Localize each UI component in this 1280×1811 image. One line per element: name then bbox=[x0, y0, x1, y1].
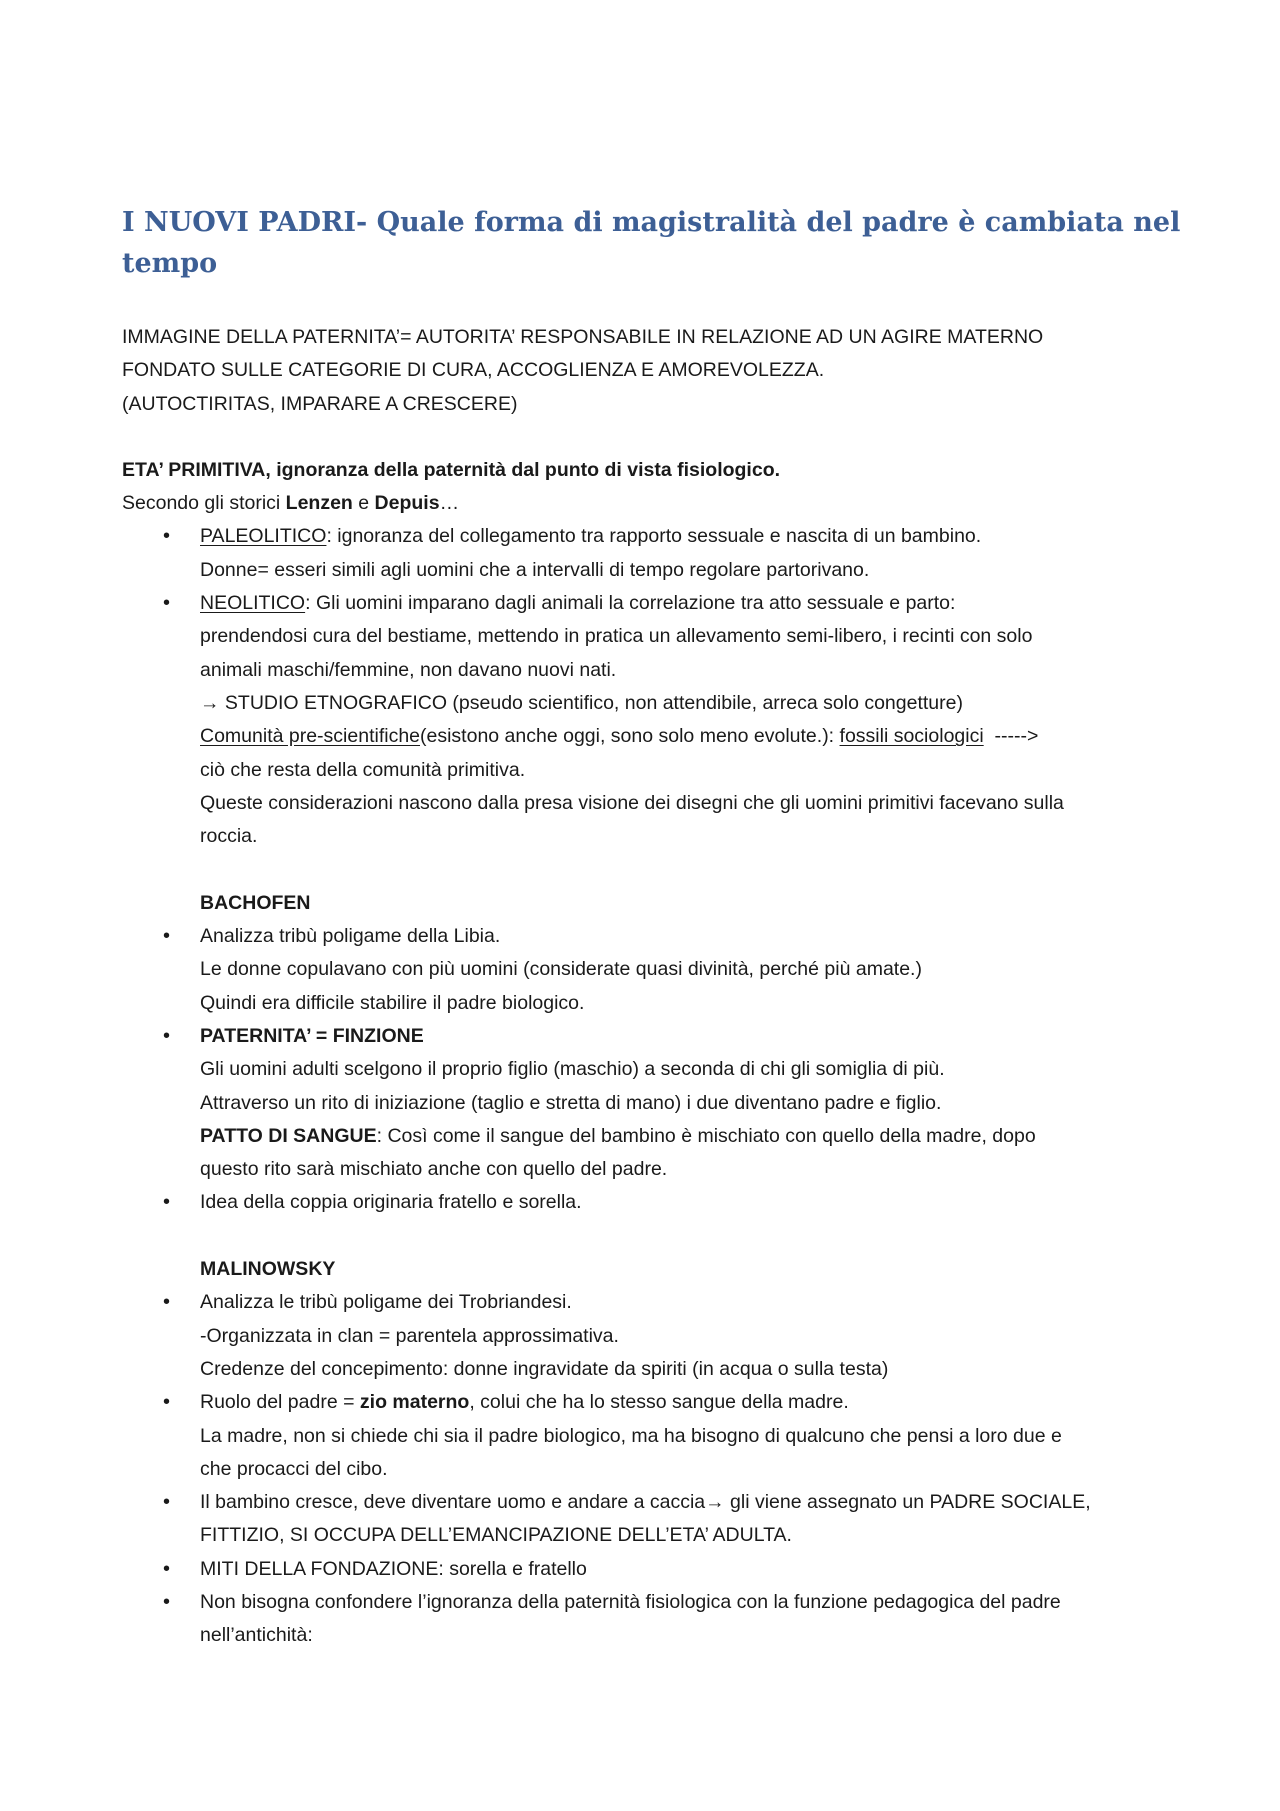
intro-line: FONDATO SULLE CATEGORIE DI CURA, ACCOGLIENZA E AMOREVOLEZZA. bbox=[122, 359, 825, 382]
intro-line: IMMAGINE DELLA PATERNITA’= AUTORITA’ RESPONSABILE IN RELAZIONE AD UN AGIRE MATERNO bbox=[122, 326, 1044, 348]
term-label: zio materno bbox=[359, 1391, 470, 1414]
list-item: • NEOLITICO: Gli uomini imparano dagli animali la correlazione tra atto sessuale e parto: prendendosi cura del bestiame, mettendo in pratica un allevamento semi-libero, i recinti con solo animali maschi/femmine, non davano nuovi nati. → STUDIO ETNOGRAFICO (pseudo scientifico, non attendibile, arreca solo congetture) Comunità pre-scientifiche(esistono anche oggi, sono solo meno evolute.): fossili sociologici -----> ciò che resta della comunità primitiva. Queste considerazioni nascono dalla presa visione dei disegni che gli uomini primitivi facevano sulla roccia. bbox=[122, 587, 1182, 853]
term-label: fossili sociologici bbox=[839, 725, 984, 748]
term-label: PALEOLITICO bbox=[200, 525, 327, 548]
list-item: • Analizza tribù poligame della Libia. Le donne copulavano con più uomini (considerate quasi divinità, perché più amate.) Quindi era difficile stabilire il padre biologico. bbox=[122, 920, 1182, 1020]
blank-line bbox=[122, 1220, 1182, 1253]
list-item: • PATERNITA’ = FINZIONE Gli uomini adulti scelgono il proprio figlio (maschio) a seconda di chi gli somiglia di più. Attraverso un rito di iniziazione (taglio e stretta di mano) i due diventano padre e figlio. PATTO DI SANGUE: Così come il sangue del bambino è mischiato con quello della madre, dopo questo rito sarà mischiato anche con quello del padre. bbox=[122, 1020, 1182, 1186]
document-title: I NUOVI PADRI- Quale forma di magistralità del padre è cambiata nel tempo bbox=[122, 207, 1181, 279]
historian-name: Lenzen bbox=[285, 492, 353, 515]
term-label: NEOLITICO bbox=[200, 592, 306, 615]
section-bachofen bbox=[122, 887, 1182, 1220]
list-item: • PALEOLITICO: ignoranza del collegamento tra rapporto sessuale e nascita di un bambino. Donne= esseri simili agli uomini che a intervalli di tempo regolare partorivano. bbox=[122, 520, 1182, 587]
section-heading: BACHOFEN bbox=[200, 891, 311, 914]
list-item: • Non bisogna confondere l’ignoranza della paternità fisiologica con la funzione pedagogica del padre nell’antichità: bbox=[122, 1586, 1182, 1653]
section-subtitle: Secondo gli storici Lenzen e Depuis… bbox=[122, 492, 460, 515]
bullet-list bbox=[122, 920, 1182, 1220]
section-heading: ETA’ PRIMITIVA, ignoranza della paternità dal punto di vista fisiologico. bbox=[122, 458, 781, 481]
term-label: PATTO DI SANGUE bbox=[200, 1124, 377, 1147]
section-eta-primitiva bbox=[122, 454, 1182, 854]
bullet-list bbox=[122, 1286, 1182, 1652]
section-malinowsky bbox=[122, 1253, 1182, 1653]
term-label: Comunità pre-scientifiche bbox=[200, 725, 421, 748]
list-item: • Analizza le tribù poligame dei Trobriandesi. -Organizzata in clan = parentela approssimativa. Credenze del concepimento: donne ingravidate da spiriti (in acqua o sulla testa) bbox=[122, 1286, 1182, 1386]
list-item: • Idea della coppia originaria fratello e sorella. bbox=[122, 1186, 1182, 1219]
intro-paragraph bbox=[122, 321, 1182, 421]
list-item: • Il bambino cresce, deve diventare uomo e andare a caccia→ gli viene assegnato un PADRE SOCIALE, FITTIZIO, SI OCCUPA DELL’EMANCIPAZIONE DELL’ETA’ ADULTA. bbox=[122, 1486, 1182, 1553]
section-heading: MALINOWSKY bbox=[200, 1258, 336, 1281]
intro-line: (AUTOCTIRITAS, IMPARARE A CRESCERE) bbox=[122, 392, 518, 415]
blank-line bbox=[122, 853, 1182, 886]
list-item: • MITI DELLA FONDAZIONE: sorella e fratello bbox=[122, 1553, 1182, 1586]
list-item: • Ruolo del padre = zio materno, colui che ha lo stesso sangue della madre. La madre, non si chiede chi sia il padre biologico, ma ha bisogno di qualcuno che pensi a loro due e che procacci del cibo. bbox=[122, 1386, 1182, 1486]
document-body bbox=[122, 202, 1182, 1653]
historian-name: Depuis bbox=[374, 492, 440, 515]
bullet-list bbox=[122, 520, 1182, 853]
